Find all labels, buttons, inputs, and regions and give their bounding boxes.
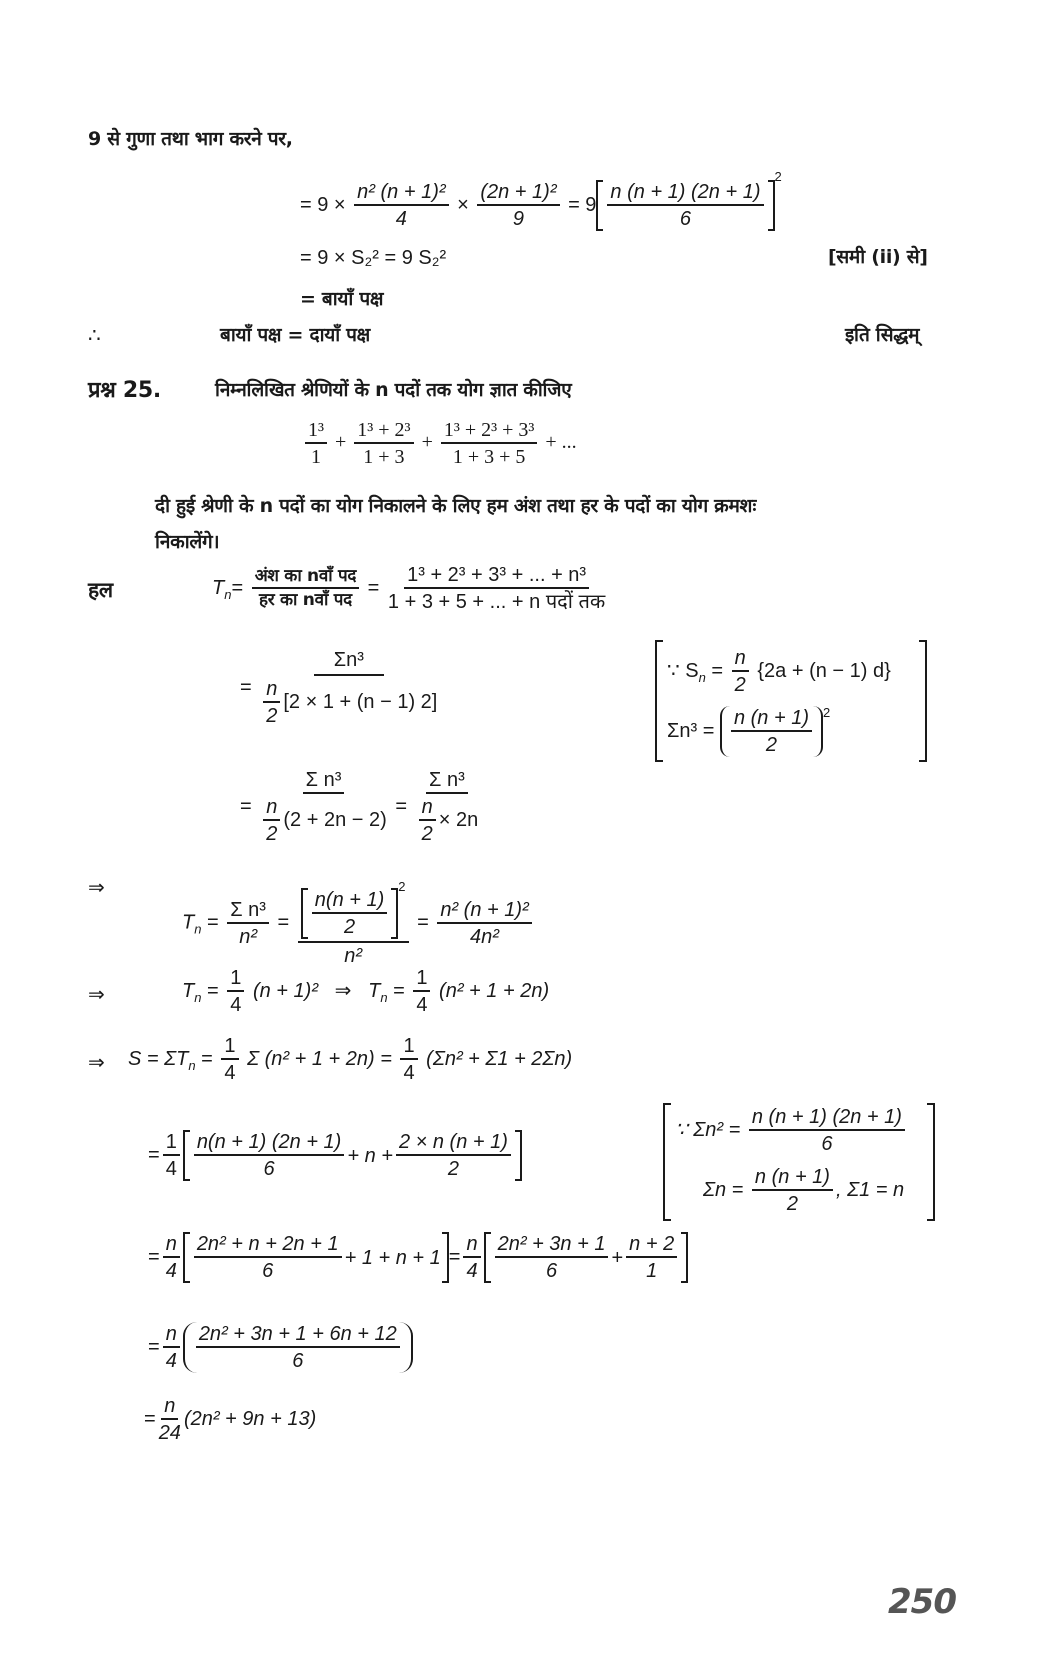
fraction: $\frac{\text{n² (n + 1)²}}{4}$	[354, 182, 448, 229]
tn-definition: $T_n=$ अंश का nवाँ पद हर का nवाँ पद = 1³ + 2³ + 3³ + ... + n³ 1 + 3 + 5 + ... + n पदों तक	[212, 564, 606, 613]
times-sign: ×	[457, 194, 469, 216]
step1-eq: = 9	[568, 194, 597, 216]
therefore-symbol: ∴	[88, 325, 101, 347]
equation-step-1: = 9 × $\frac{\text{n² (n + 1)²}}{4}$ × $\frac{\text{(2n + 1)²}}{9}$ = 9 n (n + 1) (2n + 1) 6 $^2$	[300, 169, 782, 231]
arrow-implies: ⇒	[88, 877, 105, 899]
explanation-line-2: निकालेंगे।	[155, 531, 220, 553]
series-term-1: $\frac{\text{1³}}{1}$	[305, 420, 327, 467]
step1-lhs: = 9 ×	[300, 194, 346, 216]
equation-s6: $S = \Sigma T_n$ = $\frac{1}{4}$ Σ (n² + 1 + 2n) = $\frac{1}{4}$ (Σn² + Σ1 + 2Σn)	[128, 1035, 573, 1084]
solution-label: हल	[88, 578, 113, 602]
question-label: प्रश्न 25.	[88, 378, 161, 403]
question-text: निम्नलिखित श्रेणियों के n पदों तक योग ज्ञात कीजिए	[215, 379, 572, 401]
series-term-2: $\frac{\text{1³ + 2³}}{1 + 3}$	[354, 420, 413, 467]
note-bracket-1: ∵ $S_n$ = $\frac{n}{2}$ {2a + (n − 1) d} Σn³ = n (n + 1) 2 $^2$	[655, 640, 927, 762]
arrow-implies: ⇒	[88, 1052, 105, 1074]
equation-step-3: = बायाँ पक्ष	[300, 288, 384, 310]
page-number: 250	[888, 1582, 956, 1622]
series-term-3: $\frac{\text{1³ + 2³ + 3³}}{1 + 3 + 5}$	[441, 420, 538, 467]
qed-text: इति सिद्धम्	[845, 324, 920, 346]
series-expression: $\frac{\text{1³}}{1}$ + $\frac{\text{1³ + 2³}}{1 + 3}$ + $\frac{\text{1³ + 2³ + 3³}}{1 + 3 + 5}$ + ...	[302, 420, 577, 467]
equation-s10-final: = $\frac{n}{24}$ (2n² + 9n + 13)	[144, 1395, 317, 1444]
note-bracket-2: ∵ Σn² = $\frac{n (n + 1) (2n + 1)}{6}$ Σn = $\frac{n (n + 1)}{2}$ , Σ1 = n	[663, 1103, 935, 1221]
arrow-implies: ⇒	[88, 984, 105, 1006]
intro-text: 9 से गुणा तथा भाग करने पर,	[88, 128, 293, 150]
equation-step-2: = 9 × S₂² = 9 S₂²	[300, 247, 447, 269]
explanation-line-1: दी हुई श्रेणी के n पदों का योग निकालने के लिए हम अंश तथा हर के पदों का योग क्रमशः	[155, 495, 756, 517]
equation-s3: = Σ n³ $\frac{n}{2}$ (2 + 2n − 2) = Σ n³ $\frac{n}{2}$ × 2n	[240, 769, 479, 845]
equation-s8: = $\frac{n}{4}$ 2n² + n + 2n + 1 6 + 1 + n + 1 = $\frac{n}{4}$ 2n² + 3n + 1 6 + $\frac{n + 2}{1}$	[148, 1232, 688, 1283]
equation-s7: = $\frac{1}{4}$ n(n + 1) (2n + 1) 6 + n + $\frac{2 \times n (n + 1)}{2}$	[148, 1130, 522, 1181]
square-bracket: n (n + 1) (2n + 1) 6	[596, 180, 774, 231]
fraction: $\frac{\text{(2n + 1)²}}{9}$	[477, 182, 559, 229]
equation-s2: = Σn³ $\frac{n}{2}$ [2 × 1 + (n − 1) 2]	[240, 649, 438, 727]
conclusion-text: बायाँ पक्ष = दायाँ पक्ष	[220, 324, 370, 346]
equation-s9: = $\frac{n}{4}$ 2n² + 3n + 1 + 6n + 12 6	[148, 1322, 413, 1373]
equation-s5: $T_n$ = $\frac{1}{4}$ (n + 1)² ⇒ $T_n$ = $\frac{1}{4}$ (n² + 1 + 2n)	[182, 967, 550, 1016]
reference-note: [समी (ii) से]	[828, 246, 928, 268]
equation-s4: $T_n$ = $\frac{\text{Σ n³}}{\text{n²}}$ = n(n + 1) 2 $^2$ n² = $\frac{\text{n² (n + 1)²}}{\text{4n²}}$	[182, 880, 535, 966]
